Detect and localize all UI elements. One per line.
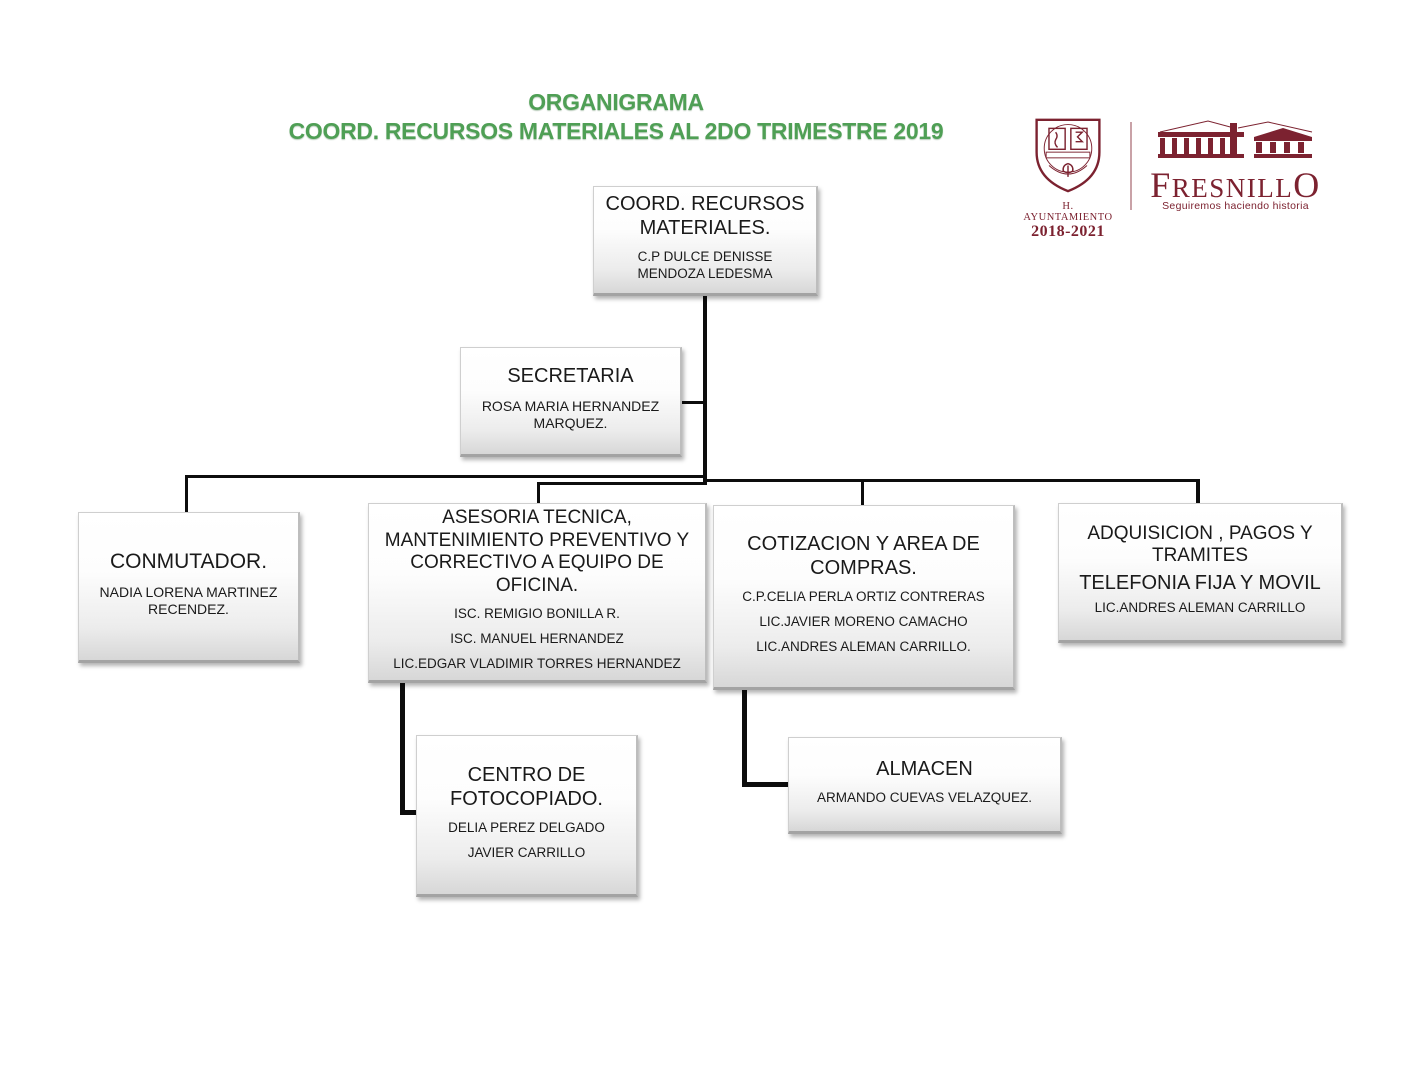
org-node-title: ASESORIA TECNICA, MANTENIMIENTO PREVENTIVO Y CORRECTIVO A EQUIPO DE OFICINA. (384, 507, 690, 596)
org-node-member: ARMANDO CUEVAS VELAZQUEZ. (816, 790, 1033, 806)
org-node-member: LIC.ANDRES ALEMAN CARRILLO (1094, 600, 1306, 616)
org-node-member: DELIA PEREZ DELGADO (448, 820, 605, 836)
connector-bus-left (185, 475, 707, 478)
connector-asesoria-horizontal (537, 482, 707, 485)
connector-almacen-vertical (742, 688, 747, 787)
crest-caption: H. AYUNTAMIENTO (1023, 201, 1113, 223)
ayuntamiento-crest-icon (1028, 116, 1108, 194)
connector-bus-right (703, 479, 1200, 482)
org-node-title: CONMUTADOR. (109, 550, 268, 574)
org-node-member: LIC.ANDRES ALEMAN CARRILLO. (756, 639, 971, 655)
org-node-conmutador (78, 512, 300, 663)
org-node-member: ISC. REMIGIO BONILLA R. (454, 606, 620, 621)
fresnillo-wordmark (1148, 165, 1323, 205)
ayuntamiento-crest-logo (1022, 116, 1114, 241)
org-node-title: ALMACEN (876, 757, 973, 780)
org-node-almacen (788, 737, 1062, 834)
org-node-member: LIC.EDGAR VLADIMIR TORRES HERNANDEZ (393, 655, 681, 671)
org-node-secretaria (460, 347, 682, 457)
org-node-subtitle: TELEFONIA FIJA Y MOVIL (1079, 572, 1321, 595)
org-node-asesoria-tecnica (368, 503, 707, 683)
org-node-title: SECRETARIA (507, 365, 634, 388)
org-node-member: C.P.CELIA PERLA ORTIZ CONTRERAS (742, 589, 985, 605)
connector-asesoria-drop (537, 482, 540, 504)
page-title-line2: COORD. RECURSOS MATERIALES AL 2DO TRIMESTRE 2019 (288, 118, 944, 144)
org-node-member: ROSA MARIA HERNANDEZ MARQUEZ. (481, 397, 660, 432)
wordmark-middle: RESNILL (1171, 173, 1294, 203)
fresnillo-monument-icon (1156, 120, 1316, 164)
org-node-member: NADIA LORENA MARTINEZ RECENDEZ. (99, 583, 278, 618)
org-node-title: COORD. RECURSOS MATERIALES. (605, 193, 805, 239)
org-node-centro-fotocopiado (416, 735, 638, 897)
org-node-title: ADQUISICION , PAGOS Y TRAMITES (1087, 522, 1313, 567)
connector-adquisicion-drop (1196, 479, 1200, 504)
connector-root-vertical (703, 296, 707, 484)
org-node-title: COTIZACION Y AREA DE COMPRAS. (747, 533, 980, 579)
logo-divider (1130, 122, 1132, 210)
connector-cotizacion-drop (861, 479, 864, 506)
wordmark-final: O (1293, 165, 1321, 205)
page-title-line1: ORGANIGRAMA (528, 89, 704, 115)
connector-secretaria (681, 401, 706, 404)
wordmark-initial: F (1150, 165, 1172, 205)
crest-years: 2018-2021 (1031, 223, 1105, 240)
org-node-cotizacion-compras (713, 505, 1015, 690)
fresnillo-tagline: Seguiremos haciendo historia (1162, 200, 1309, 212)
connector-conmutador-drop (185, 475, 188, 513)
org-node-adquisicion-pagos (1058, 503, 1343, 643)
org-node-title: CENTRO DE FOTOCOPIADO. (450, 764, 603, 810)
org-node-member: JAVIER CARRILLO (467, 845, 586, 861)
connector-centro-vertical (400, 683, 405, 815)
org-node-member: LIC.JAVIER MORENO CAMACHO (759, 614, 968, 630)
org-node-member: ISC. MANUEL HERNANDEZ (450, 630, 624, 646)
fresnillo-logo (1148, 120, 1323, 212)
connector-almacen-horizontal (742, 782, 790, 787)
org-node-member: C.P DULCE DENISSE MENDOZA LEDESMA (637, 249, 773, 282)
org-node-coord-recursos-materiales (593, 186, 818, 296)
